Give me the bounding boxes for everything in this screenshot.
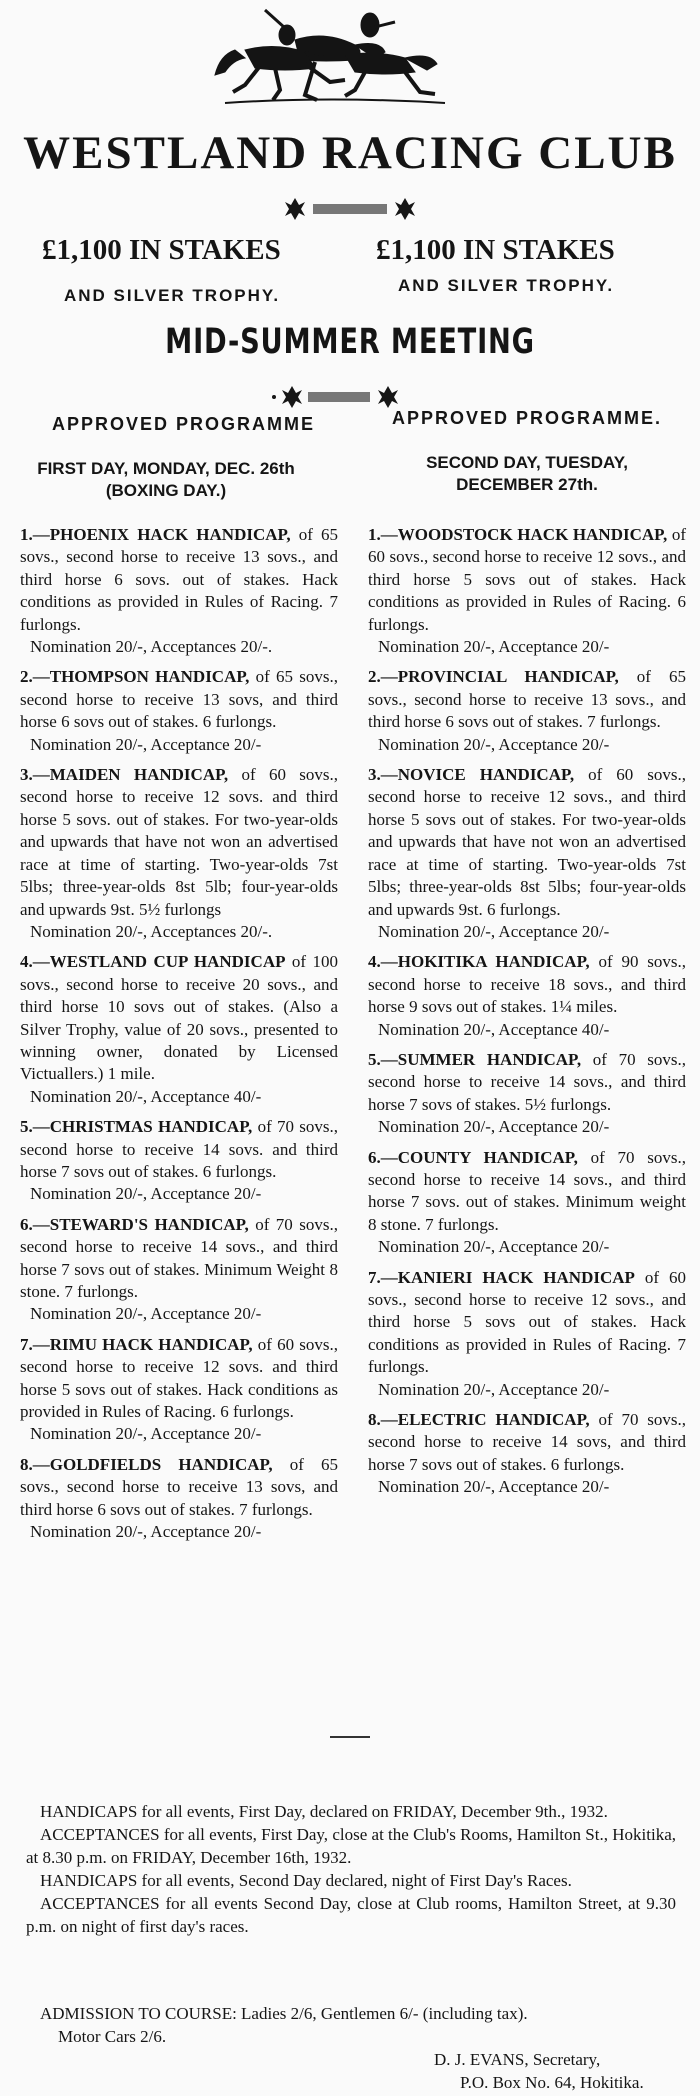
note-paragraph: HANDICAPS for all events, Second Day declared, night of First Day's Races. [40,1871,572,1890]
approved-programme-left: APPROVED PROGRAMME [52,414,316,434]
trophy-right: AND SILVER TROPHY. [398,276,615,295]
ornament-divider-small [270,386,410,408]
note-paragraph: HANDICAPS for all events, First Day, declared on FRIDAY, December 9th., 1932. [40,1802,608,1821]
signature-block [434,2048,694,2094]
race-entry: 2.—THOMPSON HANDICAP, of 65 sovs., second horse to receive 13 sovs, and third horse 6 sovs out of stakes. 6 furlongs. Nomination 20/-, Acceptance 20/- [20,667,338,754]
race-entry: 4.—HOKITIKA HANDICAP, of 90 sovs., second horse to receive 18 sovs., and third horse 9 sovs out of stakes. 1¼ miles. Nomination 20/-, Acceptance 40/- [368,952,686,1039]
first-day-races [20,524,338,1551]
race-entry: 1.—PHOENIX HACK HANDICAP, of 65 sovs., second horse to receive 13 sovs., and third horse 6 sovs. out of stakes. Hack conditions as provided in Rules of Racing. 7 furlongs. Nomination 20/-, Acceptances 20/-. [20,525,338,657]
admission-prices: ADMISSION TO COURSE: Ladies 2/6, Gentlemen 6/- (including tax). [40,2004,528,2023]
horse-racing-logo [205,0,455,110]
approved-programme-right: APPROVED PROGRAMME. [392,408,663,428]
race-entry: 7.—KANIERI HACK HANDICAP of 60 sovs., second horse to receive 12 sovs., and third horse 5 sovs out of stakes. Hack conditions as provided in Rules of Racing. 7 furlongs. Nomination 20/-, Acceptance 20/- [368,1267,686,1399]
race-entry: 8.—GOLDFIELDS HANDICAP, of 65 sovs., second horse to receive 13 sovs, and third horse 6 sovs out of stakes. 7 furlongs. Nomination 20/-, Acceptance 20/- [20,1454,338,1542]
note-paragraph: ACCEPTANCES for all events Second Day, close at Club rooms, Hamilton Street, at 9.30 p.m. on night of first day's races. [26,1894,676,1936]
admission-section [40,2002,670,2048]
stakes-right: £1,100 IN STAKES [376,234,615,266]
section-divider [330,1736,370,1738]
first-day-heading: FIRST DAY, MONDAY, DEC. 26th (BOXING DAY.) [37,459,295,500]
race-entry: 1.—WOODSTOCK HACK HANDICAP, of 60 sovs., second horse to receive 12 sovs., and third horse 5 sovs out of stakes. Hack conditions as provided in Rules of Racing. 6 furlongs. Nomination 20/-, Acceptance 20/- [368,525,687,657]
race-entry: 3.—MAIDEN HANDICAP, of 60 sovs., second horse to receive 12 sovs. and third horse 5 sovs. out of stakes. For two-year-olds and upwards that have not won an advertised race at time of starting. Two-year-olds 7st 5lbs; three-year-olds 8st 5lb; four-year-olds and upwards 9st. 5½ furlongs Nomination 20/-, Acceptances 20/-. [20,765,338,941]
second-day-heading: SECOND DAY, TUESDAY, DECEMBER 27th. [426,453,628,494]
motor-car-price: Motor Cars 2/6. [58,2027,167,2046]
ornament-divider [285,198,415,220]
race-entry: 6.—COUNTY HANDICAP, of 70 sovs., second horse to receive 14 sovs., and third horse 7 sovs. out of stakes. Minimum weight 8 stone. 7 furlongs. Nomination 20/-, Acceptance 20/- [368,1147,686,1257]
race-entry: 5.—SUMMER HANDICAP, of 70 sovs., second horse to receive 14 sovs., and third horse 7 sovs of stakes. 5½ furlongs. Nomination 20/-, Acceptance 20/- [368,1049,686,1137]
race-entry: 8.—ELECTRIC HANDICAP, of 70 sovs., second horse to receive 14 sovs, and third horse 7 sovs out of stakes. 6 furlongs. Nomination 20/-, Acceptance 20/- [368,1410,686,1497]
race-entry: 6.—STEWARD'S HANDICAP, of 70 sovs., second horse to receive 14 sovs., and third horse 7 sovs out of stakes. Minimum Weight 8 stone. 7 furlongs. Nomination 20/-, Acceptance 20/- [20,1214,338,1324]
race-entry: 5.—CHRISTMAS HANDICAP, of 70 sovs., second horse to receive 14 sovs. and third horse 7 sovs out of stakes. 6 furlongs. Nomination 20/-, Acceptance 20/- [20,1117,338,1204]
secretary-name: D. J. EVANS, Secretary, [434,2050,601,2069]
secretary-address: P.O. Box No. 64, Hokitika. [460,2073,644,2092]
race-entry: 4.—WESTLAND CUP HANDICAP of 100 sovs., second horse to receive 20 sovs., and third horse 10 sovs out of stakes. (Also a Silver Trophy, value of 20 sovs., presented to winning owner, donated by Licensed Victuallers.) 1 mile. Nomination 20/-, Acceptance 40/- [20,952,338,1106]
race-entry: 7.—RIMU HACK HANDICAP, of 60 sovs., second horse to receive 12 sovs. and third horse 5 sovs out of stakes. Hack conditions as provided in Rules of Racing. 6 furlongs. Nomination 20/-, Acceptance 20/- [20,1334,338,1444]
note-paragraph: ACCEPTANCES for all events, First Day, close at the Club's Rooms, Hamilton St., Hokitika, at 8.30 p.m. on FRIDAY, December 16th, 1932. [26,1825,676,1867]
race-entry: 3.—NOVICE HANDICAP, of 60 sovs., second horse to receive 12 sovs., and third horse 5 sovs out of stakes. For two-year-olds and upwards that have not won an advertised race at time of starting. Two-year-olds 7st 5lbs; three-year-olds 8st 5lbs; four-year-olds and upwards 9st. 6 furlongs. Nomination 20/-, Acceptance 20/- [368,765,687,941]
club-name: WESTLAND RACING CLUB [23,127,677,179]
trophy-left: AND SILVER TROPHY. [64,286,281,305]
notes-section [26,1800,676,1938]
stakes-left: £1,100 IN STAKES [42,234,281,266]
race-entry: 2.—PROVINCIAL HANDICAP, of 65 sovs., second horse to receive 13 sovs., and third horse 6 sovs out of stakes. 7 furlongs. Nomination 20/-, Acceptance 20/- [368,667,687,754]
meeting-title: MID-SUMMER MEETING [165,322,535,362]
second-day-races [368,524,686,1507]
